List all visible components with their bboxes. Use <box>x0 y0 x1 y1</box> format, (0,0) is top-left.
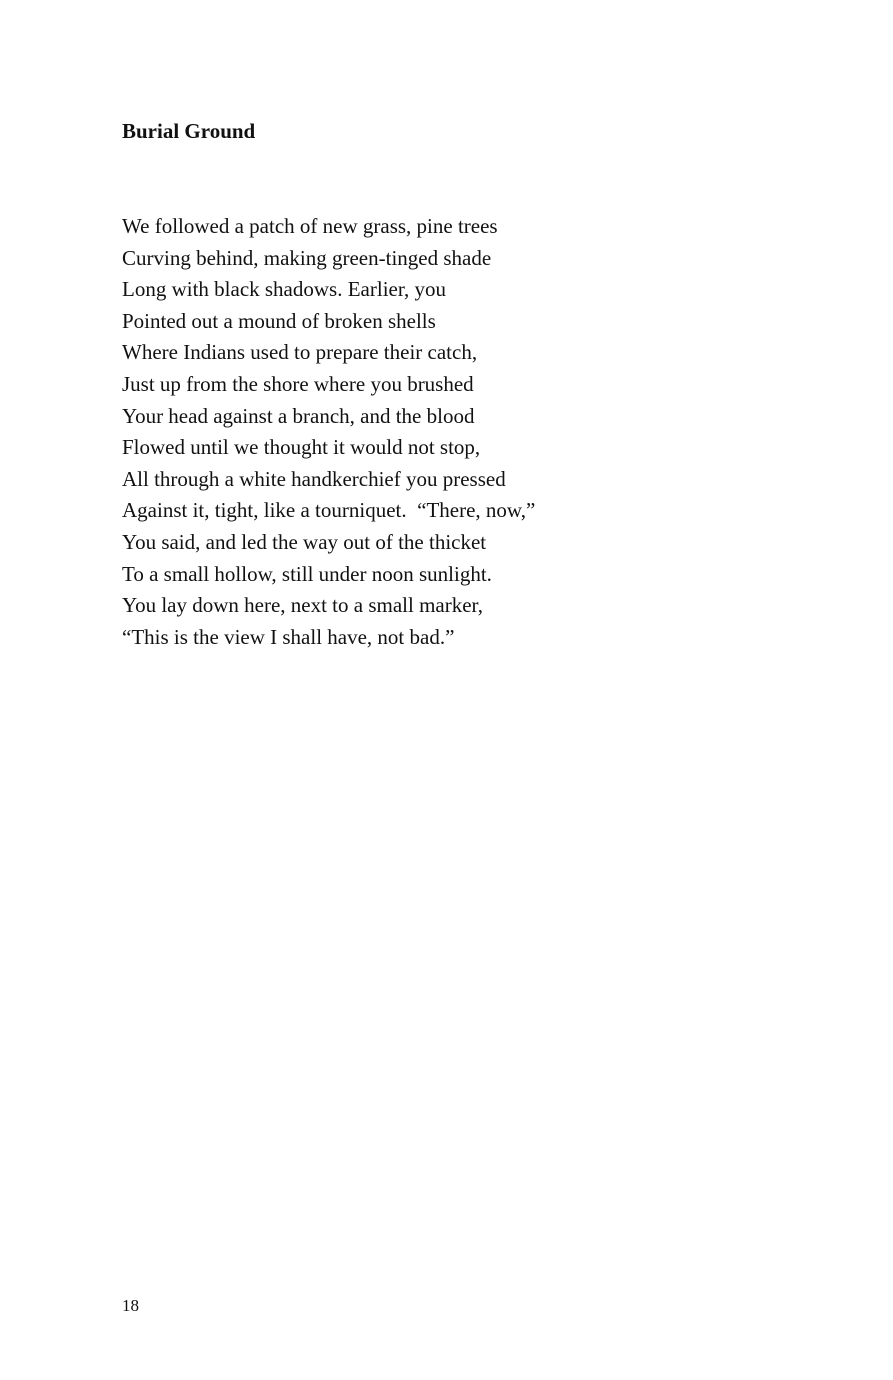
poem-line: Curving behind, making green-tinged shade <box>122 245 492 270</box>
poem-line: Just up from the shore where you brushed <box>122 371 474 396</box>
poem-line: Flowed until we thought it would not stop, <box>122 435 481 460</box>
poem-line: You said, and led the way out of the thicket <box>122 529 487 554</box>
poem-line: Long with black shadows. Earlier, you <box>122 277 447 302</box>
poem-line: Against it, tight, like a tourniquet. “There, now,” <box>122 498 536 523</box>
poem-title: Burial Ground <box>122 119 256 143</box>
poem-line: “This is the view I shall have, not bad.” <box>122 624 455 649</box>
poem-line: We followed a patch of new grass, pine trees <box>122 214 498 238</box>
poem-line: Your head against a branch, and the blood <box>122 403 475 428</box>
poem-line: You lay down here, next to a small marker, <box>122 593 483 618</box>
poem-line: All through a white handkerchief you pressed <box>122 466 506 491</box>
poem-line: To a small hollow, still under noon sunlight. <box>122 561 492 586</box>
poem-line: Where Indians used to prepare their catch, <box>122 340 478 365</box>
page-number: 18 <box>122 1296 139 1315</box>
poem-body <box>122 211 535 653</box>
poem-line: Pointed out a mound of broken shells <box>122 308 436 333</box>
